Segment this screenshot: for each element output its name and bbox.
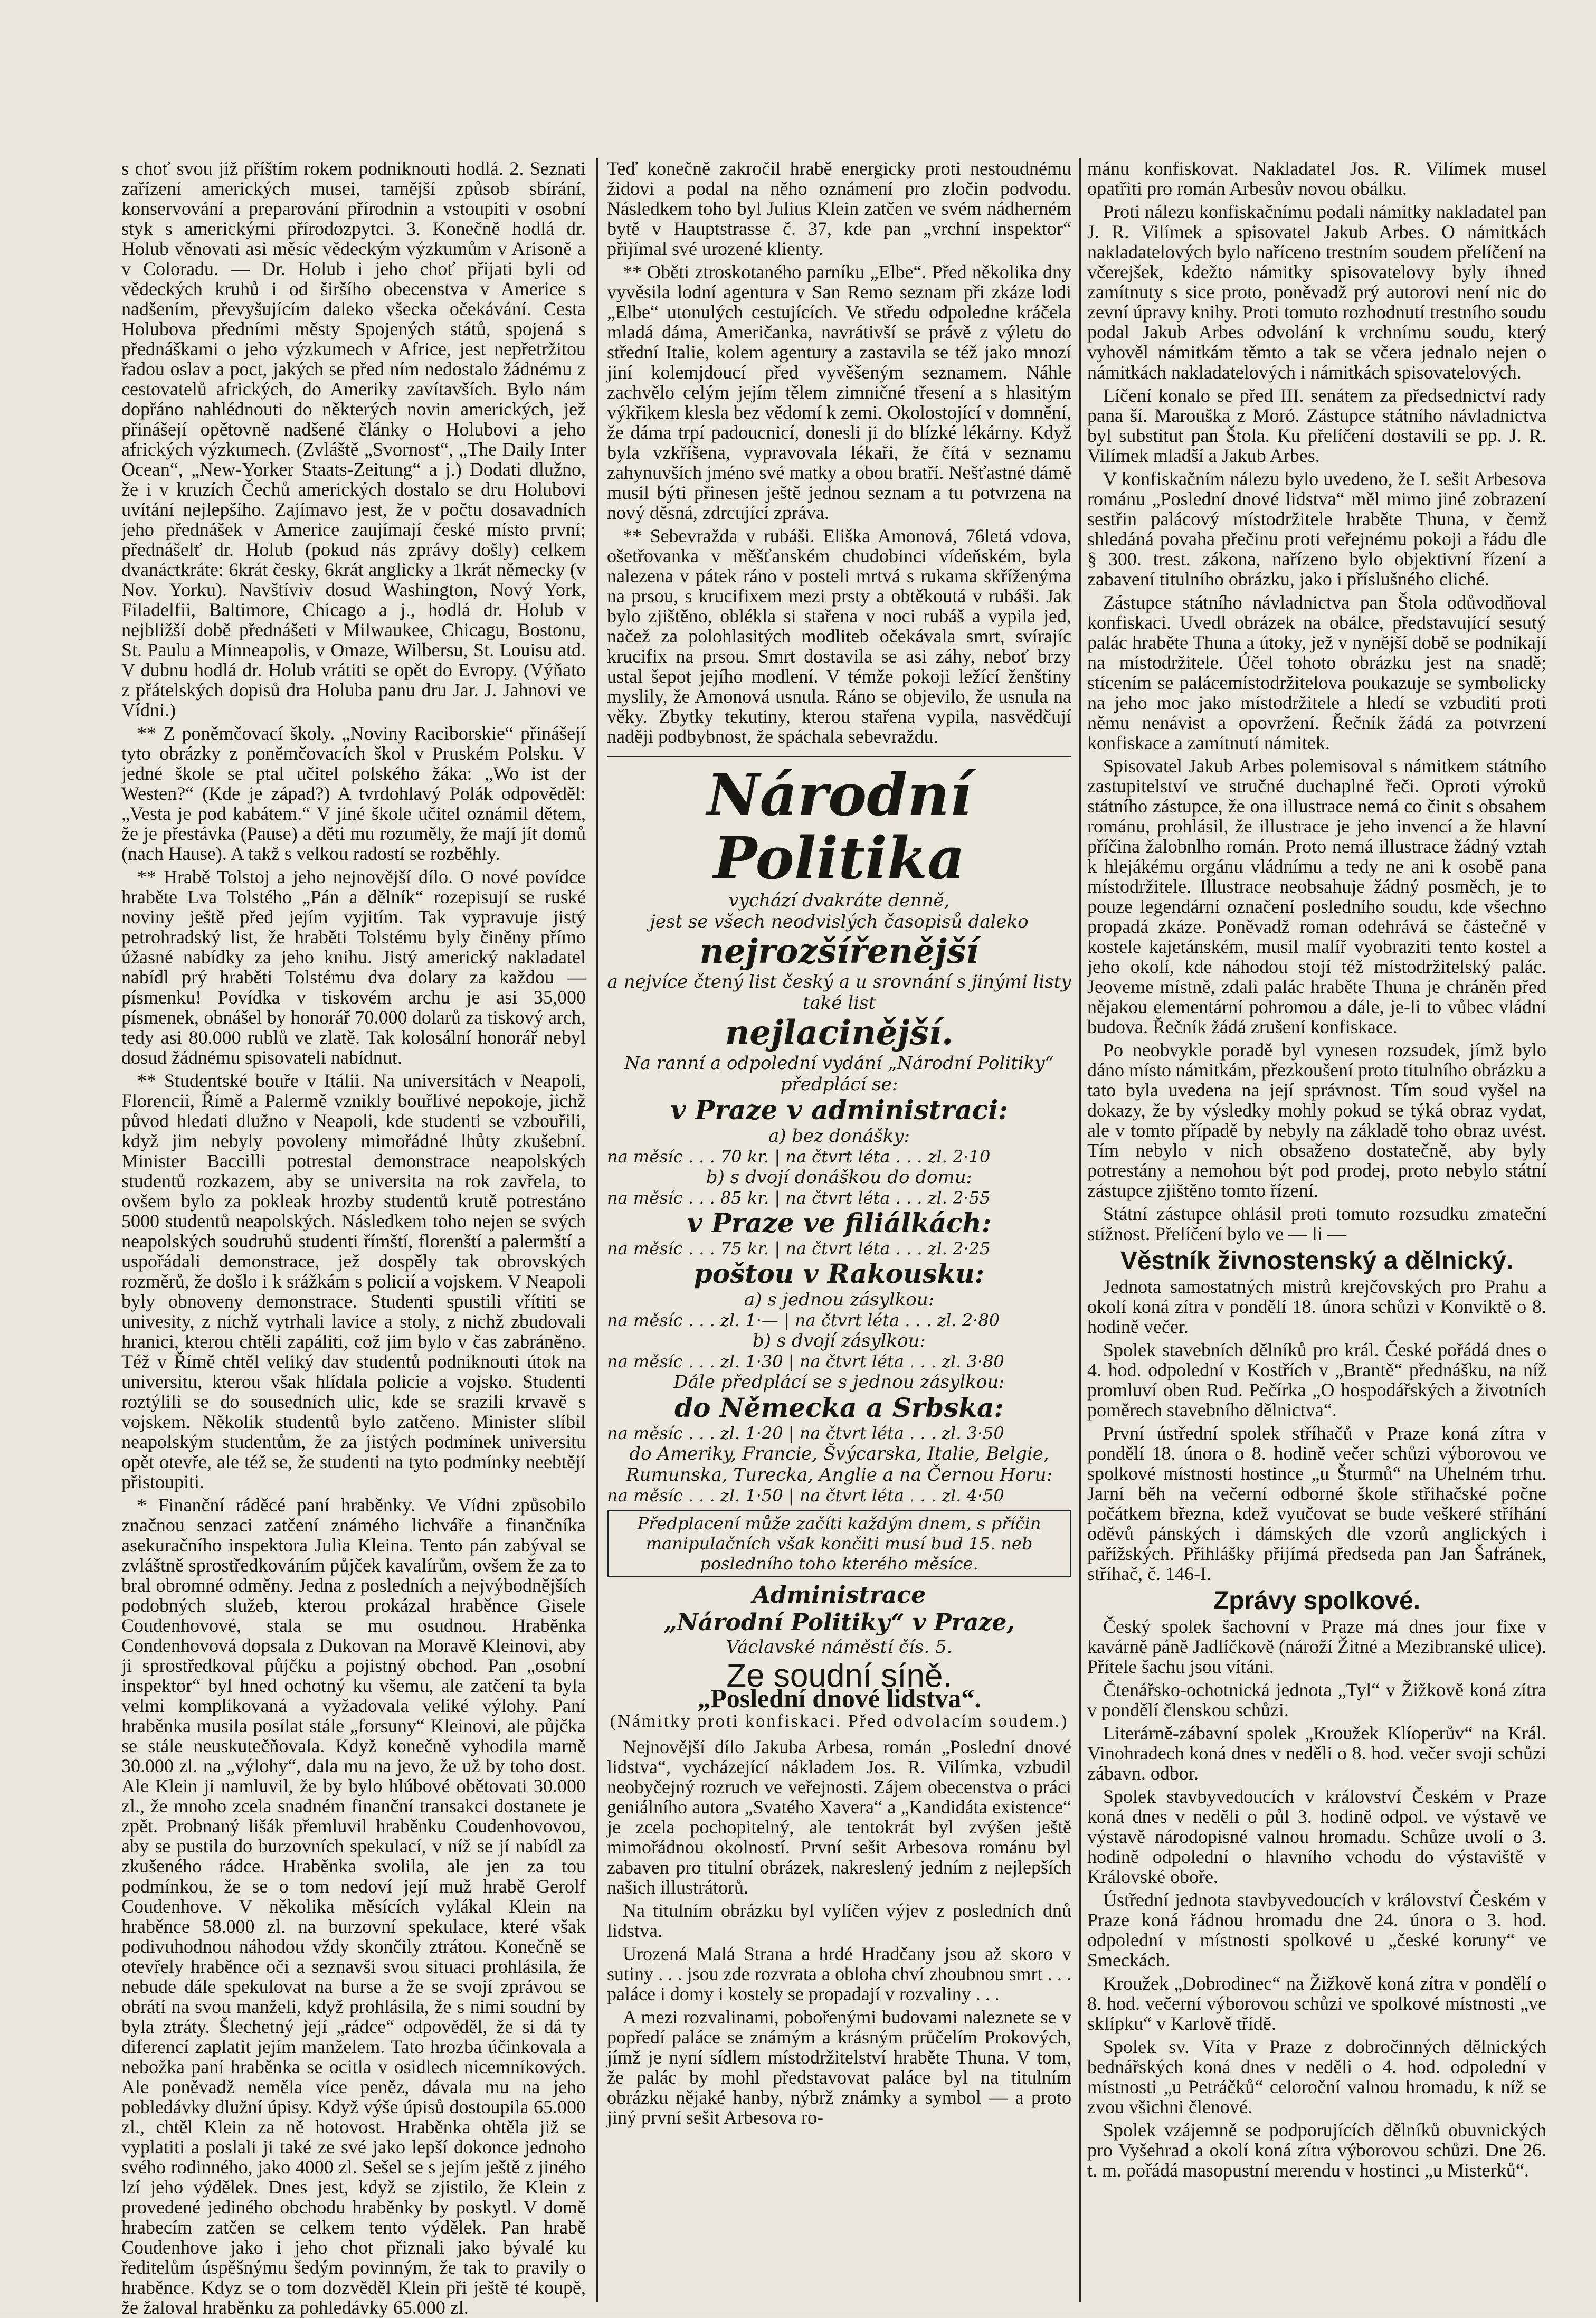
article-paragraph: Ústřední jednota stavbyvedoucích v království Českém v Praze koná řádnou hromadu dne 24. února o 3. hod. odpolední v místnosti spolkové u „české koruny“ ve Smeckách.	[1087, 1889, 1546, 1971]
article-paragraph: Líčení konalo se před III. senátem za předsednictví rady pana ší. Marouška z Moró. Zástupce státního návladnictva byl substitut pan Štola. Ku přelíčení dostavili se pp. J. R. Vilímek mladší a Jakub Arbes.	[1087, 385, 1546, 466]
ad-subsection: a) s jednou zásylkou:	[744, 1289, 935, 1310]
article-paragraph: Proti nálezu konfiskačnímu podali námitky nakladatel pan J. R. Vilímek a spisovatel Jakub Arbes. O námitkách nakladatelových bylo naříceno trestním soudem přelíčení na včerejšek, kdežto námitky spisovatelovy byly ihned zamítnuty s sice proto, poněvadž prý autorovi není nic do zevní úpravy knihy. Proti tomuto rozhodnutí trestního soudu podal Jakub Arbes odvolání k vrchnímu soudu, který vyhověl námitkám těmto a tak se včera jednalo nejen o námitkách nakladatelových i námitkách spisovatelových.	[1087, 201, 1546, 383]
article-paragraph: Kroužek „Dobrodinec“ na Žižkově koná zítra v pondělí o 8. hod. večerní výborovou schůzi ve spolkové místnosti „ve sklípku“ v Karlově třídě.	[1087, 1973, 1546, 2034]
column-3	[1087, 158, 1546, 2302]
ad-price: na měsíc . . . zl. 1·20 | na čtvrt léta . . . zl. 3·50	[607, 1423, 1004, 1443]
article-paragraph: Po neobvykle poradě byl vynesen rozsudek, jímž bylo dáno místo námitkám, přezkoušení proto titulního obrázku a tato byla uvedena na její správnost. Tím soud vyšel na dokazy, že by výsledky mohly pokud se týká obraz vydat, ale v tomto případě by nebyly na základě toho obraz uvést. Tím nebylo v nich obsaženo dostatečně, aby byly potrestány a nemohou být pod prodej, proto nebylo státní zástupce zjištěno tomto řízení.	[1087, 1039, 1546, 1201]
ad-line: jest se všech neodvislých časopisů daleko	[650, 911, 1029, 932]
ad-administration-name: „Národní Politiky“ v Praze,	[663, 1609, 1015, 1636]
article-paragraph: Na titulním obrázku byl vylíčen výjev z posledních dnů lidstva.	[607, 1900, 1071, 1941]
column-2	[607, 158, 1071, 2302]
article-paragraph: * Finanční ráděcé paní hraběnky. Ve Vídni způsobilo značnou senzaci zatčení známého lichváře a finančníka asekuračního inspektora Julia Kleina. Tento pán zabýval se zvláštně sprostředkováním půjček kavalírům, ovšem že za to bral obromné odměny. Jedna z posledních a nejvýbodnějších podobných služeb, kterou prokázal hraběnce Gisele Coudenhovové, stala se mu osudnou. Hraběnka Condenhovová dopsala z Dukovan na Moravě Kleinovi, aby ji sprostředkoval půjčku a pojistný obchod. Pan „osobní inspektor“ byl hned ochotný ku všemu, ale zatčení ta byla velmi komplikovaná a vyžadovala veliké výlohy. Paní hraběnka musila posílat stále „forsuny“ Kleinovi, ale půjčka se stále neuskutečňovala. Když konečně vyhodila marně 30.000 zl. na „výlohy“, dala mu na jevo, že už by toho dost. Ale Klein ji namluvil, že by bylo hlúbové obětovati 30.000 zl., že mnoho zcela snadném finanční transakci dostanete je zpět. Probnaný lišák přemluvil hraběnku Coudenhovovou, aby se pustila do burzovních spekulací, v níž se jí nabídl za zkušeného rádce. Hraběnka svolila, ale jen za tou podmínkou, že se o tom nedoví její muž hrabě Gerolf Coudenhove. V několika měsících vylákal Klein na hraběnce 58.000 zl. na burzovní spekulace, které však podivuhodnou náhodou vždy skončily ztrátou. Konečně se otevřely hraběnce oči a seznavši svou situaci prohlásila, že nebude dále spekulovat na burse a že se svojí zprávou se obrátí na svou manželi, když prohlásila, že s nimi soudní by byla ztráty. Šlechetný její „rádce“ odpověděl, že si dá ty diferencí zaplatit jejím manželem. Tato hrozba účinkovala a nebožka paní hraběnka se ocitla v osidlech nicemníkových. Ale poněvadž neměla více peněz, dávala mu na jeho pobledávky dlužní úpisy. Když výše úpisů dostoupila 65.000 zl., chtěl Klein za ně hotovost. Hraběnka ohtěla již se vyplatiti a poslali ji také ze své jako lepší dokonce jednoho svého rodinného, jako 4000 zl. Sešel se s jejím ještě z jiného lzí jeho výdělek. Dnes jest, když se zjistilo, že Klein z provedené jediného obchodu hraběnky by poskytl. V domě hrabecím zatčen se celkem tento výdělek. Pan hrabě Coudenhove jako i jeho chot přiznali jako bývalé ku ředitelům úspěšnýmu šedým povinným, že tak to pravily o hraběnce. Kdyz se o tom dozvěděl Klein při ještě té koupě, že žaloval hraběnku za pohledávky 65.000 zl.	[121, 1494, 586, 2318]
ad-subsection: b) s dvojí zásylkou:	[753, 1330, 926, 1351]
article-paragraph: mánu konfiskovat. Nakladatel Jos. R. Vilímek musel opatřiti pro román Arbesův novou obálku.	[1087, 158, 1546, 199]
ad-price: na měsíc . . . 75 kr. | na čtvrt léta . . . zl. 2·25	[607, 1238, 991, 1259]
page-top-margin	[0, 16, 1596, 48]
ad-title: Národní Politika	[707, 761, 972, 892]
ad-address: Václavské náměstí čís. 5.	[726, 1636, 953, 1658]
court-section-heading: Ze soudní síně.	[726, 1658, 952, 1694]
article-paragraph: Jednota samostatných mistrů krejčovských pro Prahu a okolí koná zítra v pondělí 18. února schůzi v Konviktě o 8. hodině večer.	[1087, 1276, 1546, 1337]
section-heading-spolky: Zprávy spolkové.	[1213, 1587, 1421, 1615]
article-paragraph: Teď konečně zakročil hrabě energicky proti nestoudnému židovi a podal na něho oznámení pro zločin podvodu. Následkem toho byl Julius Klein zatčen ve svém nádherném bytě v Hauptstrasse č. 37, kde pan „vrchní inspektor“ přijímal své urozené klienty.	[607, 158, 1071, 259]
article-paragraph: Urozená Malá Strana a hrdé Hradčany jsou až skoro v sutiny . . . jsou zde rozvrata a obloha chví zhoubnou smrt . . . paláce i domy i kostely se propadají v rozvaliny . . .	[607, 1943, 1071, 2004]
article-paragraph: Spolek stavbyvedoucích v království Českém v Praze koná dnes v neděli o půl 3. hodině odpol. ve výstavě ve výstavě národopisné valnou hromadu. Schůze uvolí o 3. hodině odpolední o hlavního vchodu do výstaviště v Královské oboře.	[1087, 1786, 1546, 1887]
court-article-subtitle: (Námitky proti konfiskaci. Před odvolacím soudem.)	[610, 1711, 1069, 1731]
article-paragraph: ** Sebevražda v rubáši. Eliška Amonová, 76letá vdova, ošetřovanka v měšťanském chudobinci vídeňském, byla nalezena v pátek ráno v posteli mrtvá s rukama skříženýma na prsou, s krucifixem mezi prsty a obtěkoutá v rubáši. Jak bylo zjištěno, oblékla si stařena v noci rubáš a vypila jed, načež za polohlasitých modliteb očekávala smrt, svírajíc krucifix na prsou. Smrt dostavila se asi záhy, neboť brzy ustal šepot jejího modlení. V témže pokoji ležící ženštiny myslily, že Amonová usnula. Ráno se objevilo, že usnula na věky. Zbytky tekutiny, kterou stařena vypila, nasvědčují naději podbybnost, že spáchala sebevraždu.	[607, 525, 1071, 747]
article-paragraph: Český spolek šachovní v Praze má dnes jour fixe v kavárně páně Jadlíčkově (nároží Žitné a Mezibranské ulice). Přítele šachu jsou vítáni.	[1087, 1616, 1546, 1677]
ad-section: v Praze v administraci:	[670, 1094, 1008, 1125]
ad-price: na měsíc . . . 70 kr. | na čtvrt léta . . . zl. 2·10	[607, 1147, 991, 1167]
article-paragraph: Spolek sv. Víta v Praze z dobročinných dělnických bednářských koná dnes v neděli o 4. hod. odpolední v místnosti „u Petráčků“ celoroční valnou hromadu, k níž se zvou všichni členové.	[1087, 2036, 1546, 2117]
article-paragraph: ** Hrabě Tolstoj a jeho nejnovější dílo. O nové povídce hraběte Lva Tolstého „Pán a dělník“ rozepisují se ruské noviny ještě před jejím vyjitím. Tak vypravuje jistý petrohradský list, že hraběti Tolstému byly činěny přímo úžasné nabídky za jeho knihu. Jistý americký nakladatel nabídl prý hraběti Tolstému dva dolary za každou — písmenku! Povídka v tiskovém archu je asi 35,000 písmenek, obnášel by honorář 70.000 dolarů za tiskový arch, tedy asi 80.000 rublů ve zlatě. Tak kolosální honorář nebyl dosud žádnému spisovateli nabídnut.	[121, 866, 586, 1068]
ad-headline: nejlacinější.	[725, 1013, 954, 1053]
ad-headline: nejrozšířenější	[699, 932, 979, 971]
article-paragraph: Spolek stavebních dělníků pro král. České pořádá dnes o 4. hod. odpolední v Kostřích v „Brantě“ přednášku, na níž promluví oben Rud. Pečírka „O hospodářských a životních poměrech stavebního dělnictva“.	[1087, 1339, 1546, 1421]
ad-line: do Ameriky, Francie, Švýcarska, Italie, Belgie, Rumunska, Turecka, Anglie a na Černou Horu:	[625, 1443, 1053, 1486]
article-paragraph: ** Studentské bouře v Itálii. Na universitách v Neapoli, Florencii, Římě a Palermě vznikly bouřlivé nepokoje, jichž původ hledati dlužno v Neapoli, kde studenti se vzbouřili, když jim nebyly povoleny mimořádné lhůty zkušební. Minister Baccilli potrestal demonstrace neapolských studentů rozkazem, aby se universita na rok zavřela, to ovšem bylo za pokleak hrozby studentů krutě potrestáno 5000 studentů neapolských. Následkem toho nejen se svých neapolských soudruhů studenti římští, florenští a palermští a uspořádali demonstrace, jež dospěly tak obrovských rozměrů, že došlo i k srážkám s policií a vojskem. V Neapoli byly obnoveny demonstrace. Studenti spustili vřítiti se univesity, z nichž vytrhali lavice a stoly, z nichž zbudovali hranici, kterou chtěli zapáliti, což jim bylo v čas zabráněno. Též v Římě chtěl veliký dav studentů podniknouti útok na universitu, kterou však hlídala policie a vojsko. Studenti roztýlili se do sousedních ulic, kde se srazili krvavě s vojskem. Několik studentů bylo zatčeno. Minister slíbil neapolským studentům, že za jistých podmínek universitu opět otevře, ale též se, že studenti na tyto podmínky neebtějí přistoupiti.	[121, 1070, 586, 1492]
ad-price: na měsíc . . . zl. 1·— | na čtvrt léta . . . zl. 2·80	[607, 1310, 1000, 1330]
ad-subsection: a) bez donášky:	[768, 1125, 910, 1147]
ad-line: a nejvíce čtený list český a u srovnání s jinými listy také list	[607, 971, 1071, 1014]
article-paragraph: s choť svou již příštím rokem podniknouti hodlá. 2. Seznati zařízení amerických musei, tamější způsob sbírání, konservování a preparování přírodnin a vstoupiti v osobní styk s americkými přírodozpytci. 3. Konečně hodlá dr. Holub věnovati asi měsíc vědeckým výzkumům v Arisoně a v Coloradu. — Dr. Holub i jeho choť přijati byli od vědeckých kruhů i od širšího obecenstva v Americe s nadšením, převyšujícím daleko všecka očekávání. Cesta Holubova předními městy Spojených států, spojená s přednáškami o jeho výzkumech v Africe, jest nepřetržitou řadou oslav a poct, jakých se před ním nedostalo žádnému z cestovatelů afrických, do Ameriky zavítavších. Bylo nám dopřáno nahlédnouti do některých novin amerických, jež přinášejí opětovně nadšené články o Holubovi a jeho afrických výzkumech. (Zvláště „Svornost“, „The Daily Inter Ocean“, „New-Yorker Staats-Zeitung“ a j.) Dodati dlužno, že i v kruzích Čechů amerických dostalo se dru Holubovi uvítání nejlepšího. Zajímavo jest, že v počtu dosavadních jeho přednášek v Americe zaujímají české místo první; přednášelť dr. Holub (pokud nás zprávy došly) celkem dvanáctkráte: 6krát česky, 6krát anglicky a 1krát německy (v Nov. Yorku). Navštíviv dosud Washington, Nový York, Filadelfii, Baltimore, Chicago a j., hodlá dr. Holub v nejbližší době přednášeti v Milwaukee, Chicagu, Bostonu, St. Paulu a Minneapolis, v Omaze, Wilbersu, St. Louisu atd. V dubnu hodlá dr. Holub vrátiti se opět do Evropy. (Výňato z přátelských dopisů dra Holuba panu dru Jar. J. Jahnovi ve Vídni.)	[121, 158, 586, 721]
ad-price: na měsíc . . . 85 kr. | na čtvrt léta . . . zl. 2·55	[607, 1188, 991, 1208]
article-paragraph: Státní zástupce ohlásil proti tomuto rozsudku zmateční stížnost. Přelíčení bylo ve — li —	[1087, 1203, 1546, 1244]
article-paragraph: Nejnovější dílo Jakuba Arbesa, román „Poslední dnové lidstva“, vycházející nákladem Jos. R. Vilímka, vzbudil neobyčejný rozruch ve veřejnosti. Zájem obecenstva o práci geniálního autora „Svatého Xavera“ a „Kandidáta existence“ je zcela pochopitelný, ale tentokrát byl zvýšen ještě mimořádnou okolností. První sešit Arbesova románu byl zabaven pro titulní obrázek, nakreslený jedním z nejlepších našich illustrátorů.	[607, 1736, 1071, 1898]
article-paragraph: ** Z poněmčovací školy. „Noviny Raciborskie“ přinášejí tyto obrázky z poněmčovacích škol v Pruském Polsku. V jedné škole se ptal učitel polského žáka: „Wo ist der Westen?“ (Kde je západ?) A tvrdohlavý Polák odpověděl: „Vesta je pod kabátem.“ V jiné škole učitel oznámil dětem, že je přestávka (Pause) a děti mu rozuměly, že mají jít domů (nach Hause). A takž s velkou radostí se rozběhly.	[121, 723, 586, 864]
ad-section: do Německa a Srbska:	[674, 1392, 1004, 1423]
article-paragraph: V konfiskačním nálezu bylo uvedeno, že I. sešit Arbesova románu „Poslední dnové lidstva“ měl mimo jiné zobrazení sestřin palácový místodržitele hraběte Thuna, v čemž shledáná povaha přečinu proti veřejnému pokoji a řádu dle § 300. trest. zákona, nařízeno bylo objektivní řízení a zabavení titulního obrázku, jako i příslušného cliché.	[1087, 468, 1546, 590]
column-rule-1	[596, 158, 598, 2302]
section-heading-vestnik: Věstník živnostenský a dělnický.	[1120, 1247, 1514, 1275]
article-paragraph: Čtenářsko-ochotnická jednota „Tyl“ v Žižkově koná zítra v pondělí členskou schůzi.	[1087, 1679, 1546, 1720]
column-rule-2	[1079, 158, 1081, 2302]
article-paragraph: A mezi rozvalinami, pobořenými budovami naleznete se v popředí paláce se známým a krásným průčelím Prokových, jímž je nyní sídlem místodržitelství hraběte Thuna. V tom, že palác by mohl představovat paláce byl na titulním obrázku nějaké hanby, nýbrž známky a symbol — a proto jiný první sešit Arbesova ro-	[607, 2007, 1071, 2128]
article-paragraph: Zástupce státního návladnictva pan Štola odůvodňoval konfiskaci. Uvedl obrázek na obálce, představující sesutý palác hraběte Thuna a útoky, jež v nynější době se podnikají na místodržitele. Účel tohoto obrázku jest na snadě; stícením se palácemístodržitelova poukazuje se symbolicky na jeho moc jako místodržitele a hledí se vzbuditi proti němu nenávist a opovržení. Řečník žádá za potvrzení konfiskace a zamítnutí námitek.	[1087, 592, 1546, 753]
ad-line: Na ranní a odpolední vydání „Národní Politiky“ předplácí se:	[624, 1053, 1054, 1095]
subscription-advertisement	[607, 756, 1071, 1658]
ad-section: poštou v Rakousku:	[694, 1258, 985, 1289]
column-1	[121, 158, 586, 2318]
ad-price: na měsíc . . . zl. 1·50 | na čtvrt léta . . . zl. 4·50	[607, 1486, 1004, 1506]
ad-line: Dále předplácí se s jednou zásylkou:	[673, 1371, 1005, 1393]
article-paragraph: Spisovatel Jakub Arbes polemisoval s námitkem státního zastupitelství ve stručné duchaplné řeči. Oproti výroků státního zástupce, že ona illustrace nemá co činit s obsahem románu, prohlásil, že illustrace je jeho invencí a že hlavní příčina žalobnlho román. Proto nemá illustrace žádný vztah k hlejákému orgánu vládnímu a tedy ne ani k osobě pana místodržitele. Illustrace neobsahuje žádný posměch, je to pouze legendární označení posledního soudu, kde všechno propadá zkáze. Poněvadž roman odehrává se částečně v kostele kajetánském, musil malíř vyobraziti tento kostel a jeho okolí, kde náhodou stojí též místodržitelský palác. Jeoveme místně, zdali palác hraběte Thuna je chráněn před nějakou elementární pohromou a dále, je-li to vůbec vládní budova. Řečník žádá zrušení konfiskace.	[1087, 755, 1546, 1037]
ad-section: v Praze ve filiálkách:	[687, 1207, 992, 1238]
ad-line: vychází dvakráte denně,	[728, 890, 950, 911]
article-paragraph: První ústřední spolek stříhačů v Praze koná zítra v pondělí 18. února o 8. hodině večer schůzi výborovou ve spolkové místnosti hostince „u Šturmů“ na Uhelném trhu. Jarní běh na večerní odborné škole střihačské počne počátkem března, kdež vyučovat se bude veškeré stříhání oděvů pánských i dámských dle vzorů anglických i pařížských. Přihlášky přijímá předseda pan Jan Šafránek, stříhač, č. 146-I.	[1087, 1423, 1546, 1584]
article-paragraph: Spolek vzájemně se podporujících dělníků obuvnických pro Vyšehrad a okolí koná zítra výborovou schůzi. Dne 26. t. m. pořádá masopustní merendu v hostinci „u Misterků“.	[1087, 2120, 1546, 2181]
ad-subsection: b) s dvojí donáškou do domu:	[706, 1167, 973, 1188]
ad-notice-box: Předplacení může začíti každým dnem, s příčin manipulačních však končiti musí bud 15. neb posledního toho kterého měsíce.	[607, 1510, 1071, 1577]
ad-price: na měsíc . . . zl. 1·30 | na čtvrt léta . . . zl. 3·80	[607, 1351, 1004, 1371]
article-paragraph: Literárně-zábavní spolek „Kroužek Klíoperův“ na Král. Vinohradech koná dnes v neděli o 8. hod. večer svoji schůzi zábavn. odbor.	[1087, 1723, 1546, 1784]
court-article-title: „Poslední dnové lidstva“.	[697, 1683, 981, 1713]
ad-administration: Administrace	[752, 1582, 926, 1609]
article-paragraph: ** Oběti ztroskotaného parníku „Elbe“. Před několika dny vyvěsila lodní agentura v San Remo seznam při zkáze lodi „Elbe“ utonulých cestujících. Ve středu odpoledne kráčela mladá dáma, Američanka, navrátivší se právě z výletu do střední Italie, kolem agentury a zastavila se též jako mnozí jiní kolemjdoucí před vyvěšeným seznamem. Náhle zachvělo celým jejím tělem zimničné třesení a s hlasitým výkřikem klesla bez vědomí k zemi. Okolostojící v domnění, že dáma trpí padoucnicí, donesli ji do blízké lékárny. Když byla vzkříšena, vypravovala lékaři, že čítá v seznamu zahynuvších jméno své matky a obou bratří. Nešťastné dámě musil býti přinesen ještě jednou seznam a tu potvrzena na nový děsná, zdrcující zpráva.	[607, 261, 1071, 523]
